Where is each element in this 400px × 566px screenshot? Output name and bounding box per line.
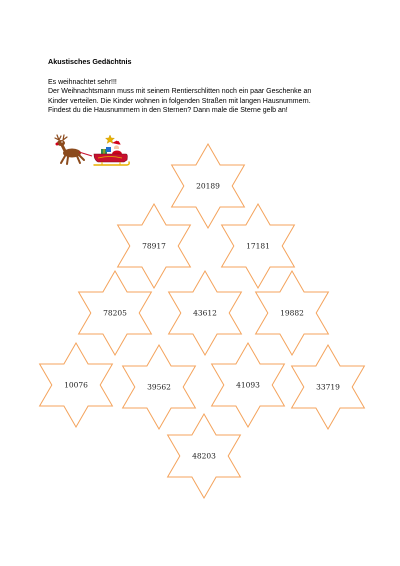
star-10[interactable]: [292, 345, 365, 429]
star-9[interactable]: [212, 343, 285, 427]
star-number: 41093: [236, 380, 260, 390]
star-number: 33719: [316, 382, 340, 392]
intro-line-1: Es weihnachtet sehr!!!: [48, 79, 117, 86]
star-1[interactable]: [172, 144, 245, 228]
star-2[interactable]: [118, 204, 191, 288]
star-number: 78917: [142, 241, 166, 251]
star-11[interactable]: [168, 414, 241, 498]
intro-line-3: Kinder verteilen. Die Kinder wohnen in folgenden Straßen mit langen Hausnummern.: [48, 97, 311, 105]
star-number: 48203: [192, 451, 216, 461]
star-number: 78205: [103, 308, 127, 318]
worksheet-title: Akustisches Gedächtnis: [48, 57, 132, 66]
intro-line-2: Der Weihnachtsmann muss mit seinem Rentierschlitten noch ein paar Geschenke an: [48, 88, 312, 96]
star-number: 39562: [147, 382, 171, 392]
star-4[interactable]: [79, 271, 152, 355]
star-3[interactable]: [222, 204, 295, 288]
star-number: 10076: [64, 380, 88, 390]
star-8[interactable]: [123, 345, 196, 429]
star-number: 19882: [280, 308, 304, 318]
star-number: 43612: [193, 308, 217, 318]
star-number: 20189: [196, 181, 220, 191]
intro-line-4: Findest du die Hausnummern in den Sternen? Dann male die Sterne gelb an!: [48, 107, 288, 115]
star-6[interactable]: [256, 271, 329, 355]
star-5[interactable]: [169, 271, 242, 355]
star-number: 17181: [246, 241, 270, 251]
star-7[interactable]: [40, 343, 113, 427]
